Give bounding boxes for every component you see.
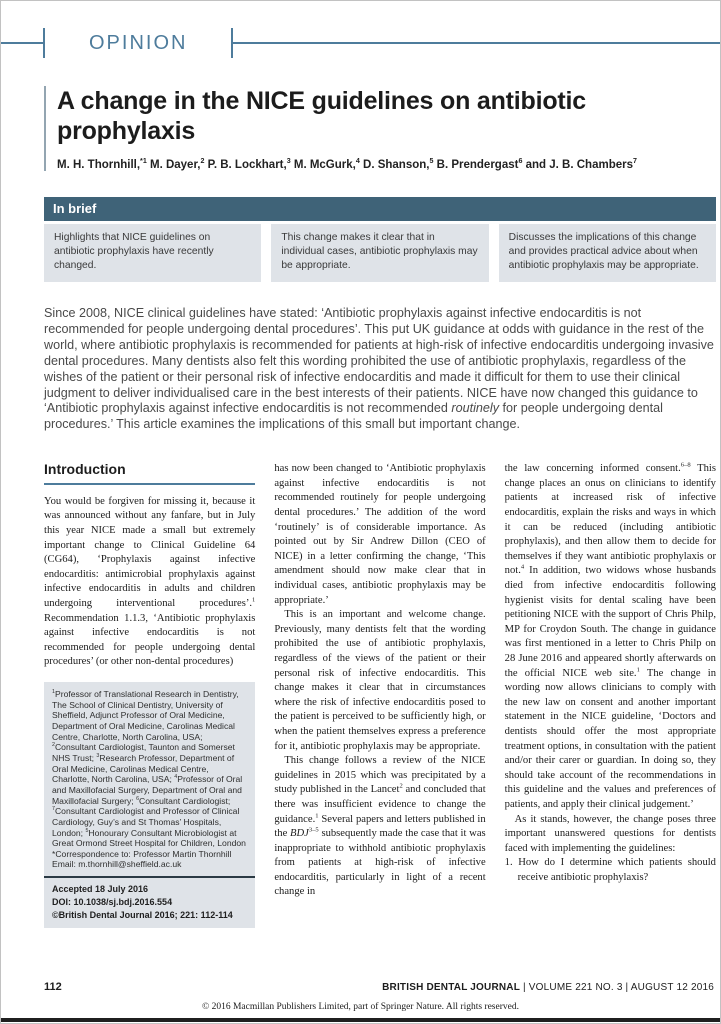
numbered-question: 1. How do I determine which patients should receive antibiotic prophylaxis? xyxy=(504,857,716,883)
body-paragraph: You would be forgiven for missing it, because it was announced without any fanfare, but in July this year NICE made a small but extremely important change to Clinical Guideline 64 (CG64), ‘Prophylaxis against infective endocarditis: antimicrobial prophylaxis against infective endocarditis in adults and children undergoing interventional procedures’.$^1$ Recommendation 1.1.3, ‘Antibiotic prophylaxis against infective endocarditis is not recommended for people undergoing dental procedures’ (or other non-dental procedures) xyxy=(44,495,256,668)
affiliations-text: $^1$Professor of Translational Research in Dentistry, The School of Clinical Dentistry, University of Sheffield, Adjunct Professor of Oral Medicine, Department of Oral Medicine, Carolinas Medical Centre, Charlotte, North Carolina, USA; $^2$Consultant Cardiologist, Taunton and Somerset NHS Trust; $^3$Research Professor, Department of Oral Medicine, Carolinas Medical Centre, Charlotte, North Carolina, USA; $^4$Professor of Oral and Maxillofacial Surgery, Department of Oral and Maxillofacial Surgery; $^6$Consultant Cardiologist; $^7$Consultant Cardiologist and Professor of Clinical Cardiology, Guy’s and St Thomas’ Hospitals, London; $^5$Honourary Consultant Microbiologist at Great Ormond Street Hospital for Children, London xyxy=(52,688,246,849)
body-paragraph: the law concerning informed consent.$^{6-8}$ This change places an onus on clinicians to identify patients at increased risk of infective endocarditis, explain the risks and ways in which it can be reduced (including antibiotic prophylaxis), and then allow them to decide for themselves if they want antibiotic prophylaxis or not.$^4$ In addition, two widows whose husbands died from infective endocarditis following hygienist visits for dental scaling have been petitioning NICE with the support of Chris Philp, MP for Croydon South. The change in guidance was first mentioned in a letter to Chris Philp on 28 June 2016 and appeared shortly afterwards on the official NICE web site.$^1$ The change in wording now allows clinicians to comply with the new law on consent and another important statement in the NICE guideline, ‘Doctors and dentists should offer the most appropriate treatment options, in consultation with the patient and/or their carer or guardian. In doing so, they should take account of the recommendations in this guideline and the values and preferences of patients, and apply their clinical judgement.’ xyxy=(504,462,716,810)
in-brief-section xyxy=(44,197,716,282)
email-line[interactable]: Email: m.thornhill@sheffield.ac.uk xyxy=(52,859,182,870)
in-brief-heading: In brief xyxy=(44,197,716,221)
page-footer xyxy=(44,981,714,993)
body-paragraph: This is an important and welcome change. Previously, many dentists felt that the wording prohibited the use of antibiotic prophylaxis, regardless of the views of the patient or their personal risk of infective endocarditis. This change makes it clear that in circumstances where the risk of infective endocarditis posed to the patient is perceived to be sufficiently high, or when the patient themselves express a preference for it, antibiotic prophylaxis may be appropriate. xyxy=(274,609,486,752)
in-brief-item: This change makes it clear that in individual cases, antibiotic prophylaxis may be appropriate. xyxy=(271,224,488,282)
column-1 xyxy=(44,462,255,940)
in-brief-item: Highlights that NICE guidelines on antibiotic prophylaxis have recently changed. xyxy=(44,224,261,282)
journal-issue-line: BRITISH DENTAL JOURNAL | VOLUME 221 NO. 3 | AUGUST 12 2016 xyxy=(382,982,714,993)
article-body xyxy=(44,462,716,940)
section-banner xyxy=(1,27,720,59)
copyright-line: © 2016 Macmillan Publishers Limited, part of Springer Nature. All rights reserved. xyxy=(202,1002,519,1012)
section-label: OPINION xyxy=(89,31,188,54)
article-title: A change in the NICE guidelines on antibiotic prophylaxis xyxy=(57,87,587,145)
column-3 xyxy=(505,462,716,940)
bottom-rule xyxy=(1,1018,720,1022)
introduction-heading: Introduction xyxy=(44,462,255,485)
abstract-paragraph: Since 2008, NICE clinical guidelines have stated: ‘Antibiotic prophylaxis against infective endocarditis is not recommended for people undergoing dental procedures’. This put UK guidance at odds with guidance in the rest of the world, where antibiotic prophylaxis is recommended for patients at high-risk of infective endocarditis undergoing invasive dental procedures. Many dentists also felt this wording prohibited the use of antibiotic prophylaxis, regardless of the wishes of the patient or their personal risk of infective endocarditis and made it difficult for them to use their clinical judgment to deliver individualised care in the best interests of their patients. NICE have now changed this guidance to ‘Antibiotic prophylaxis against infective endocarditis is not recommended routinely for people undergoing dental procedures.’ This article examines the implications of this small but important change. xyxy=(44,306,714,432)
title-block xyxy=(44,86,677,171)
body-paragraph: As it stands, however, the change poses three important unanswered questions for dentists faced with implementing the guidelines: xyxy=(504,813,716,854)
affiliations-box xyxy=(44,682,255,928)
in-brief-boxes xyxy=(44,224,716,282)
body-paragraph: This change follows a review of the NICE guidelines in 2015 which was precipitated by a study published in the Lancet$^2$ and concluded that there was insufficient evidence to change the guidance.$^1$ Several papers and letters published in the BDJ$^{3-5}$ subsequently made the case that it was inappropriate to withhold antibiotic prophylaxis from patients at high-risk of infective endocarditis, particularly in light of a recent change in xyxy=(274,755,486,898)
author-line: M. H. Thornhill,$^{*1}$ M. Dayer,$^2$ P. B. Lockhart,$^3$ M. McGurk,$^4$ D. Shanson,$^5$ B. Prendergast$^6$ and J. B. Chambers$^7$ xyxy=(57,157,637,171)
accepted-date: Accepted 18 July 2016 xyxy=(52,884,149,895)
banner-rule-right xyxy=(233,42,720,44)
body-paragraph: has now been changed to ‘Antibiotic prophylaxis against infective endocarditis is not recommended routinely for people undergoing dental procedures.’ The addition of the word ‘routinely’ is of considerable importance. As pointed out by Sir Andrew Dillon (CEO of NICE) in a letter confirming the change, ‘This amendment should now make clear that in individual cases, antibiotic prophylaxis may be appropriate.’ xyxy=(274,463,486,606)
column-2 xyxy=(274,462,485,940)
page-number: 112 xyxy=(44,981,62,993)
in-brief-item: Discusses the implications of this change and provides practical advice about when antibiotic prophylaxis may be appropriate. xyxy=(499,224,716,282)
citation: ©British Dental Journal 2016; 221: 112-114 xyxy=(52,910,233,921)
doi: DOI: 10.1038/sj.bdj.2016.554 xyxy=(52,897,173,908)
correspondence-line: *Correspondence to: Professor Martin Thornhill xyxy=(52,848,232,859)
banner-rule-left xyxy=(1,42,43,44)
affiliations-divider xyxy=(44,876,255,878)
